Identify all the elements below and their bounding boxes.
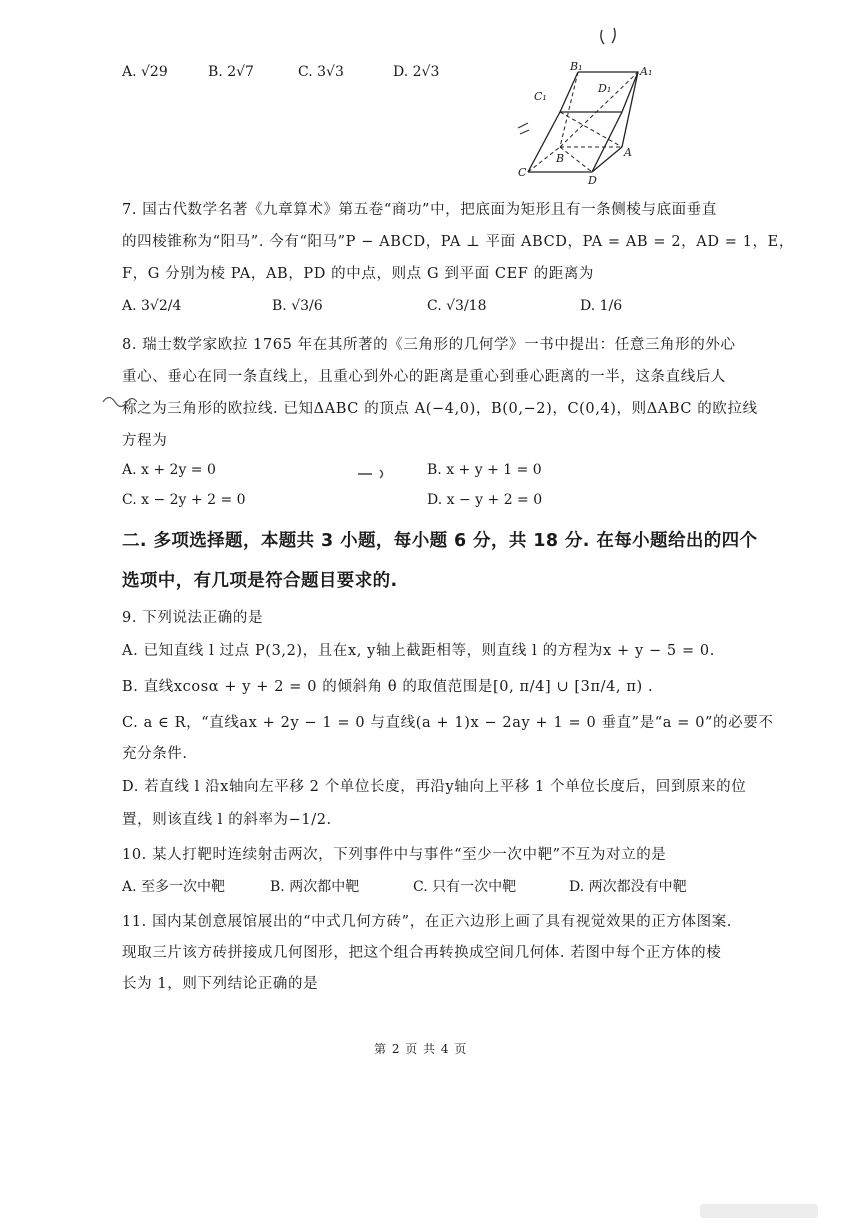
q8-option-b: B. x + y + 1 = 0	[427, 462, 542, 478]
parallelepiped-figure	[510, 20, 660, 187]
q7-option-a: A. 3√2/4	[122, 298, 182, 314]
q11-line-2: 现取三片该方砖拼接成几何图形，把这个组合再转换成空间几何体. 若图中每个正方体的棱	[122, 945, 722, 961]
q6-option-b: B. 2√7	[208, 64, 254, 80]
q8-line-3: 称之为三角形的欧拉线. 已知ΔABC 的顶点 A(−4,0)，B(0,−2)，C(0,4)，则ΔABC 的欧拉线	[122, 401, 758, 417]
q10-option-c: C. 只有一次中靶	[413, 879, 517, 895]
label-c1: C₁	[534, 90, 547, 103]
label-b1: B₁	[570, 60, 583, 73]
q6-option-a: A. √29	[122, 64, 168, 80]
q9-option-d-line-1: D. 若直线 l 沿x轴向左平移 2 个单位长度，再沿y轴向上平移 1 个单位长度后，回到原来的位	[122, 779, 747, 795]
q9-option-b: B. 直线xcosα + y + 2 = 0 的倾斜角 θ 的取值范围是[0, π/4] ∪ [3π/4, π) .	[122, 679, 654, 695]
q9-option-d-line-2: 置，则该直线 l 的斜率为−1/2.	[122, 812, 332, 828]
page-footer: 第 2 页 共 4 页	[374, 1042, 468, 1056]
q6-option-c: C. 3√3	[298, 64, 344, 80]
q9-option-c-line-1: C. a ∈ R，“直线ax + 2y − 1 = 0 与直线(a + 1)x − 2ay + 1 = 0 垂直”是“a = 0”的必要不	[122, 715, 774, 731]
q9-option-c-line-2: 充分条件.	[122, 746, 188, 762]
section-2-header-line-2: 选项中，有几项是符合题目要求的.	[122, 571, 398, 591]
watermark-smudge	[700, 1198, 820, 1224]
pen-mark	[356, 466, 396, 482]
q7-option-d: D. 1/6	[580, 298, 623, 314]
label-d: D	[588, 174, 597, 187]
q9-option-a: A. 已知直线 l 过点 P(3,2)，且在x, y轴上截距相等，则直线 l 的方程为x + y − 5 = 0.	[122, 643, 715, 659]
label-a1: A₁	[640, 65, 653, 78]
section-2-header-line-1: 二. 多项选择题，本题共 3 小题，每小题 6 分，共 18 分. 在每小题给出的四个	[122, 531, 758, 551]
q10-option-b: B. 两次都中靶	[270, 879, 360, 895]
label-d1: D₁	[598, 82, 612, 95]
q10-option-d: D. 两次都没有中靶	[569, 879, 687, 895]
q7-line-1: 7. 国古代数学名著《九章算术》第五卷“商功”中，把底面为矩形且有一条侧棱与底面垂直	[122, 202, 717, 218]
q7-option-c: C. √3/18	[427, 298, 487, 314]
label-c: C	[518, 166, 527, 179]
q8-option-c: C. x − 2y + 2 = 0	[122, 492, 246, 508]
q11-line-3: 长为 1，则下列结论正确的是	[122, 976, 319, 992]
label-b: B	[556, 152, 565, 165]
q10-stem: 10. 某人打靶时连续射击两次，下列事件中与事件“至少一次中靶”不互为对立的是	[122, 847, 667, 863]
q7-line-3: F，G 分别为棱 PA，AB，PD 的中点，则点 G 到平面 CEF 的距离为	[122, 266, 595, 282]
q8-option-d: D. x − y + 2 = 0	[427, 492, 543, 508]
q8-line-1: 8. 瑞士数学家欧拉 1765 年在其所著的《三角形的几何学》一书中提出：任意三角形的外心	[122, 337, 736, 353]
q7-line-2: 的四棱锥称为“阳马”. 今有“阳马”P − ABCD，PA ⊥ 平面 ABCD，PA = AB = 2，AD = 1，E，	[122, 234, 794, 250]
q10-option-a: A. 至多一次中靶	[122, 879, 226, 895]
q8-line-2: 重心、垂心在同一条直线上，且重心到外心的距离是重心到垂心距离的一半，这条直线后人	[122, 369, 726, 385]
label-a: A	[624, 146, 632, 159]
q9-stem: 9. 下列说法正确的是	[122, 610, 264, 626]
q8-option-a: A. x + 2y = 0	[122, 462, 216, 478]
q8-line-4: 方程为	[122, 433, 168, 449]
q11-line-1: 11. 国内某创意展馆展出的“中式几何方砖”，在正六边形上画了具有视觉效果的正方体图案.	[122, 914, 732, 930]
q6-option-d: D. 2√3	[393, 64, 440, 80]
q7-option-b: B. √3/6	[272, 298, 323, 314]
pen-scribble	[100, 390, 140, 414]
